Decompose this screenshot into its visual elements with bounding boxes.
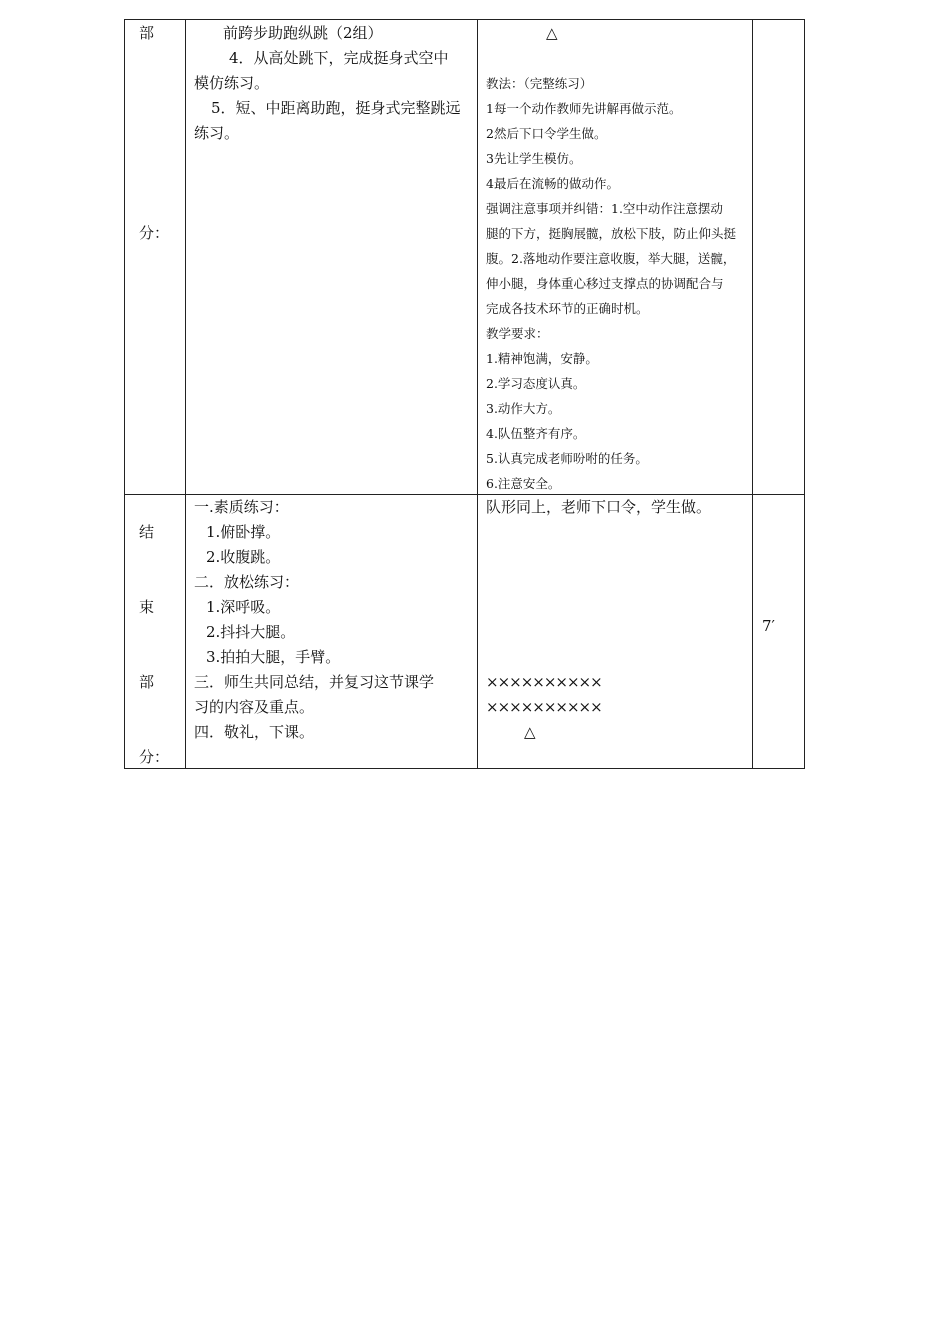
content-line: 2.收腹跳。	[206, 548, 281, 566]
column-divider	[477, 20, 478, 768]
section-label-char: 分：	[139, 224, 170, 242]
content-line: 二．放松练习：	[194, 573, 300, 591]
content-line: 三．师生共同总结，并复习这节课学	[194, 673, 435, 691]
content-line: 4．从高处跳下，完成挺身式空中	[229, 49, 449, 67]
time-value: 7′	[762, 617, 775, 635]
method-line: 6.注意安全。	[486, 476, 561, 491]
method-line: 腿的下方，挺胸展髋，放松下肢，防止仰头挺	[486, 226, 737, 241]
method-line: 强调注意事项并纠错：1.空中动作注意摆动	[486, 201, 723, 216]
column-divider	[185, 20, 186, 768]
method-line: 伸小腿，身体重心移过支撑点的协调配合与	[486, 276, 724, 291]
content-line: 练习。	[194, 124, 240, 142]
content-line: 3.拍拍大腿，手臂。	[206, 648, 341, 666]
method-line: 完成各技术环节的正确时机。	[486, 301, 649, 316]
method-line: 教学要求：	[486, 326, 549, 341]
method-line: 3.动作大方。	[486, 401, 561, 416]
student-formation-row: ××××××××××	[486, 698, 602, 716]
teacher-position-symbol: △	[524, 723, 536, 741]
method-line: 3先让学生模仿。	[486, 151, 582, 166]
content-line: 1.深呼吸。	[206, 598, 281, 616]
method-line: 队形同上，老师下口令，学生做。	[486, 498, 712, 516]
content-line: 2.抖抖大腿。	[206, 623, 296, 641]
content-line: 四．敬礼，下课。	[194, 723, 315, 741]
lesson-plan-table	[124, 19, 805, 769]
section-label-char: 部	[139, 673, 155, 691]
column-divider	[752, 20, 753, 768]
method-line: 5.认真完成老师吩咐的任务。	[486, 451, 648, 466]
teacher-position-symbol: △	[546, 24, 558, 42]
content-line: 5．短、中距离助跑，挺身式完整跳远	[211, 99, 461, 117]
method-line: 1每一个动作教师先讲解再做示范。	[486, 101, 682, 116]
method-line: 2.学习态度认真。	[486, 376, 586, 391]
method-line: 1.精神饱满，安静。	[486, 351, 598, 366]
method-line: 腹。2.落地动作要注意收腹，举大腿，送髋，	[486, 251, 736, 266]
content-line: 习的内容及重点。	[194, 698, 315, 716]
method-line: 4最后在流畅的做动作。	[486, 176, 619, 191]
student-formation-row: ××××××××××	[486, 673, 602, 691]
content-line: 前跨步助跑纵跳（2组）	[223, 24, 383, 42]
content-line: 模仿练习。	[194, 74, 270, 92]
method-line: 4.队伍整齐有序。	[486, 426, 586, 441]
content-line: 1.俯卧撑。	[206, 523, 281, 541]
content-line: 一.素质练习：	[194, 498, 289, 516]
section-label-char: 结	[139, 523, 155, 541]
section-label-char: 分：	[139, 748, 170, 766]
section-label-char: 束	[139, 598, 155, 616]
method-line: 2然后下口令学生做。	[486, 126, 607, 141]
method-line: 教法：（完整练习）	[486, 76, 593, 91]
section-label-char: 部	[139, 24, 155, 42]
